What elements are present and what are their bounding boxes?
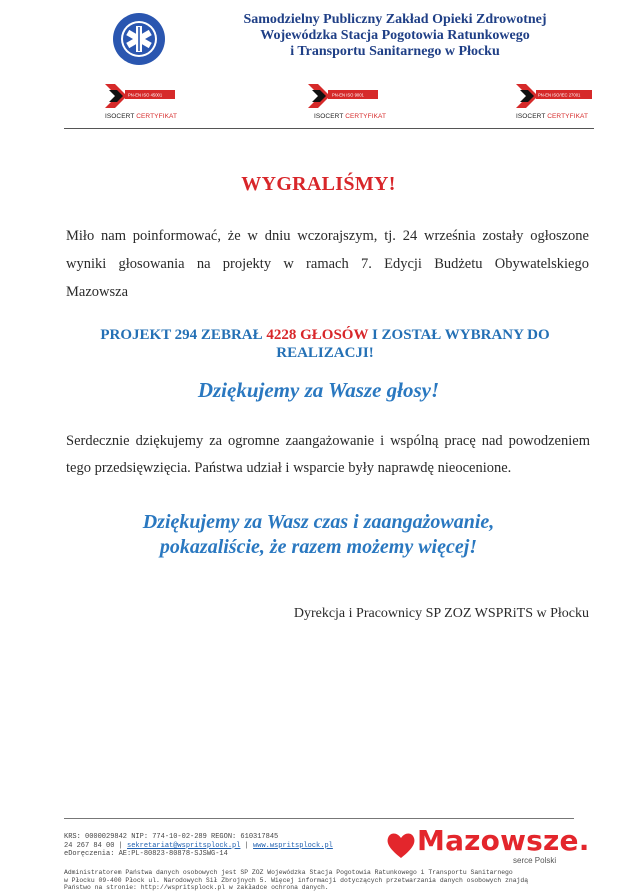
gratitude-line-2: tego przedsięwzięcia. Państwa udział i wsparcie były naprawdę nieocenione.: [66, 460, 512, 476]
heart-icon: [385, 830, 417, 860]
iso-standard-2: PN-EN ISO 9001: [332, 92, 364, 98]
project-votes: 4228 GŁOSÓW: [266, 327, 369, 343]
project-text-c: REALIZACJI!: [276, 345, 374, 361]
organization-name: [200, 12, 590, 60]
iso-certificate-badge-3: [506, 80, 598, 124]
iso-standard-1: PN-EN ISO 45001: [128, 92, 163, 98]
signature: Dyrekcja i Pracownicy SP ZOZ WSPRiTS w Płocku: [293, 606, 589, 621]
mazowsze-logo: [385, 822, 590, 870]
privacy-line-3: Państwo na stronie: http://wspritsplock.pl w zakładce ochrona danych.: [64, 884, 329, 891]
org-name-line-3: i Transportu Sanitarnego w Płocku: [290, 44, 500, 59]
phone-number: 24 267 84 00 |: [64, 841, 128, 850]
privacy-notice: [64, 869, 594, 892]
cert-label-1: ISOCERT CERTYFIKAT: [104, 113, 178, 120]
announcement-line-3: Mazowsza: [66, 284, 129, 300]
thanks-time-line-2: pokazaliście, że razem możemy więcej!: [159, 536, 478, 558]
org-name-line-1: Samodzielny Publiczny Zakład Opieki Zdrowotnej: [243, 12, 547, 27]
footer-divider: [64, 818, 574, 819]
gratitude-paragraph: [66, 428, 590, 482]
iso-certificate-badge-2: [304, 80, 396, 124]
email-link[interactable]: sekretariat@wspritsplock.pl: [127, 841, 241, 850]
announcement-paragraph: [66, 222, 589, 306]
privacy-line-1: Administratorem Państwa danych osobowych jest SP ZOZ Wojewódzka Stacja Pogotowia Ratunkowego i Transportu Sanitarnego: [64, 869, 513, 876]
edoreczenia-address: eDoręczenia: AE:PL-80823-80878-SJSWG-14: [64, 850, 228, 858]
institution-logo: [112, 12, 166, 66]
privacy-line-2: w Płocku 09-400 Płock ul. Narodowych Sił Zbrojnych 5. Więcej informacji dotyczących przetwarzania danych osobowych znajdą: [64, 876, 529, 884]
announcement-line-2: wyniki głosowania na projekty w ramach 7. Edycji Budżetu Obywatelskiego: [66, 256, 589, 272]
project-text-a: PROJEKT 294 ZEBRAŁ: [100, 327, 267, 343]
iso-standard-3: PN-EN ISO/IEC 27001: [538, 92, 581, 98]
cert-label-2: ISOCERT CERTYFIKAT: [313, 113, 387, 120]
announcement-line-1: Miło nam poinformować, że w dniu wczorajszym, tj. 24 września zostały ogłoszone: [66, 228, 589, 244]
website-link[interactable]: www.wspritsplock.pl: [253, 841, 333, 850]
contact-line: 24 267 84 00 | sekretariat@wspritsplock.pl | www.wspritsplock.pl: [64, 841, 333, 850]
headline: WYGRALIŚMY!: [241, 173, 396, 195]
header-divider: [64, 128, 594, 129]
thanks-for-votes: Dziękujemy za Wasze głosy!: [197, 378, 440, 402]
thanks-time-line-1: Dziękujemy za Wasz czas i zaangażowanie,: [142, 511, 495, 533]
thanks-for-time: [0, 510, 637, 560]
cert-label-3: ISOCERT CERTYFIKAT: [515, 113, 589, 120]
footer-identifiers: [64, 833, 384, 859]
iso-certificate-badge-1: [95, 80, 187, 124]
project-result: [90, 326, 560, 362]
org-name-line-2: Wojewódzka Stacja Pogotowia Ratunkowego: [260, 28, 530, 43]
gratitude-line-1: Serdecznie dziękujemy za ogromne zaangażowanie i wspólną pracę nad powodzeniem: [66, 433, 590, 449]
project-text-b: I ZOSTAŁ WYBRANY DO: [368, 327, 550, 343]
registry-numbers: KRS: 0000029842 NIP: 774-10-02-289 REGON: 610317845: [64, 833, 279, 841]
brand-tagline: serce Polski: [513, 856, 557, 865]
brand-name: Mazowsze.: [417, 824, 590, 857]
